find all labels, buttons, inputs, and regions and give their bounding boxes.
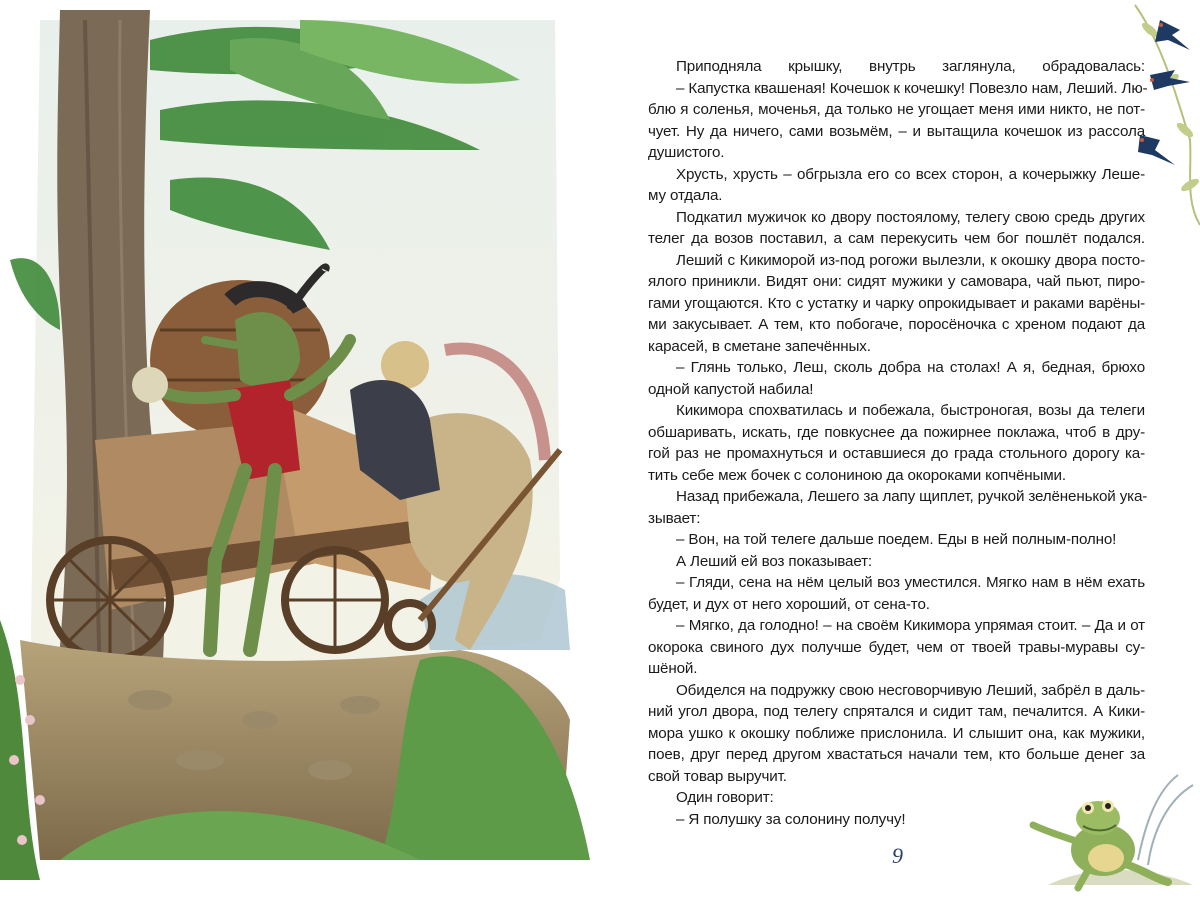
text-line: блю я соленья, моченья, да только не угощает меня ими никто, не пот- [648, 101, 1145, 118]
text-line: гами угощаются. Кто с устатку и чарку опрокидывает и раками варёны- [648, 294, 1145, 312]
text-line: Кикимора спохватилась и побежала, быстроногая, возы да телеги [676, 402, 1145, 419]
text-line: Обиделся на подружку свою несговорчивую Леший, забрёл в даль- [676, 681, 1145, 699]
text-line: гой раз не промахнуться и оставшиеся до града стольного дорогу ка- [648, 445, 1145, 462]
page-number: 9 [892, 843, 903, 868]
text-line: Хрусть, хрусть – обгрызла его со всех сторон, а кочерыжку Леше- [676, 165, 1145, 183]
story-text [648, 56, 1148, 830]
text-line: Подкатил мужичок ко двору постоялому, телегу свою средь других [676, 208, 1145, 226]
text-line: А Леший ей воз показывает: [676, 552, 873, 570]
text-line: карасей, в сметане запечённых. [648, 337, 871, 355]
text-line: телег да возов поставил, а сам перекусить чем бог пошлёт подался. [648, 230, 1145, 247]
text-line: душистого. [648, 144, 725, 161]
text-line: – Глянь только, Леш, сколь добра на столах! А я, бедная, брюхо [676, 359, 1145, 376]
text-line: поев, друг перед другом хвастаться начали тем, кто больше денег за [648, 746, 1145, 763]
text-line: Приподняла крышку, внутрь заглянула, обрадовалась: [676, 58, 1145, 75]
text-line: Леший с Кикиморой из-под рогожи вылезли, к окошку двора посто- [676, 251, 1145, 269]
text-line: свой товар выручит. [648, 767, 787, 785]
text-line: мора ушко к окошку поближе прислонила. И слышит она, как мужики, [648, 724, 1145, 742]
text-line: Назад прибежала, Лешего за лапу щиплет, ручкой зелёненькой ука- [676, 488, 1148, 505]
text-line: – Вон, на той телеге дальше поедем. Еды в ней полным-полно! [676, 531, 1117, 548]
text-line: – Мягко, да голодно! – на своём Кикимора упрямая стоит. – Да и от [676, 617, 1145, 634]
text-line: обшаривать, искать, где повкуснее да пожирнее поклажа, чтоб в дру- [648, 423, 1145, 441]
text-line: – Гляди, сена на нём целый воз уместился. Мягко нам в нём ехать [676, 574, 1145, 591]
text-line: будет, и дух от него хороший, от сена-то. [648, 595, 930, 613]
frog-illustration [1028, 770, 1200, 895]
text-line: одной капустой набила! [648, 380, 814, 398]
text-line: ний угол двора, под телегу спрятался и сидит там, печалится. А Кики- [648, 703, 1145, 720]
text-line: тить себе меж бочек с солониною да окороками копчёными. [648, 466, 1066, 484]
text-line: шёной. [648, 660, 698, 677]
text-line: ми закусывает. А тем, кто побогаче, поросёночка с хреном подают да [648, 316, 1145, 333]
text-line: зывает: [648, 509, 701, 527]
text-line: – Я полушку за солонину получу! [676, 810, 906, 828]
text-line: ялого приникли. Видят они: сидят мужики у самовара, чай пьют, пиро- [648, 273, 1145, 290]
text-line: му отдала. [648, 187, 723, 204]
text-line: – Капустка квашеная! Кочешок к кочешку! Повезло нам, Леший. Лю- [676, 79, 1148, 97]
text-line: чует. Ну да ничего, сами возьмём, – и вытащила кочешок из рассола [648, 122, 1145, 140]
text-line: Один говорит: [676, 789, 774, 806]
text-line: окорока свиного дух получше будет, чем от твоей травы-муравы су- [648, 638, 1145, 656]
